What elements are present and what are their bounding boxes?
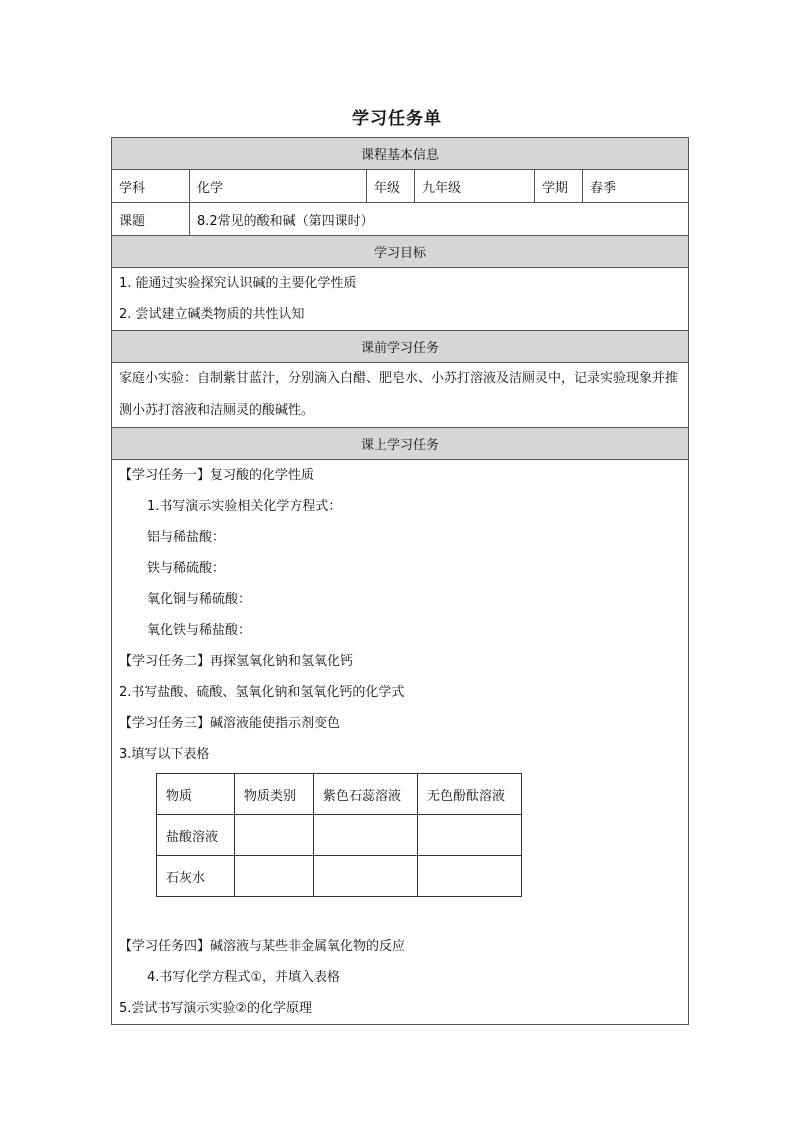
task-heading: 【学习任务三】碱溶液能使指示剂变色: [119, 716, 341, 731]
subject-label: 学科: [112, 170, 190, 203]
grade-value: 九年级: [415, 170, 535, 203]
indicator-table-cell[interactable]: [235, 856, 314, 897]
term-value: 春季: [583, 170, 689, 203]
task-sheet-table: [111, 137, 689, 1025]
task-text: 3.填写以下表格: [119, 747, 210, 762]
grade-label: 年级: [367, 170, 415, 203]
task-text: 氧化铁与稀盐酸：: [147, 623, 252, 638]
basic-info-header: 课程基本信息: [112, 138, 689, 170]
task-text: 2.书写盐酸、硫酸、氢氧化钠和氢氧化钙的化学式: [119, 685, 405, 700]
inclass-header: 课上学习任务: [112, 428, 689, 460]
task-heading: 【学习任务一】复习酸的化学性质: [119, 468, 315, 483]
indicator-table-cell: 石灰水: [157, 856, 235, 897]
objective-item: 1. 能通过实验探究认识碱的主要化学性质: [119, 276, 357, 291]
task-text: 氧化铜与稀硫酸：: [147, 592, 252, 607]
task-text: 铁与稀硫酸：: [147, 561, 226, 576]
inclass-cell: [112, 460, 689, 1025]
task-heading: 【学习任务二】再探氢氧化钠和氢氧化钙: [119, 654, 354, 669]
indicator-table-header: 物质: [157, 774, 235, 815]
objectives-header: 学习目标: [112, 236, 689, 268]
objectives-cell: [112, 268, 689, 331]
indicator-table-header: 紫色石蕊溶液: [314, 774, 418, 815]
task-text: 铝与稀盐酸：: [147, 530, 226, 545]
task-text: 4.书写化学方程式①，并填入表格: [147, 970, 341, 985]
task-heading: 【学习任务四】碱溶液与某些非金属氧化物的反应: [119, 939, 406, 954]
topic-value: 8.2常见的酸和碱（第四课时）: [190, 203, 689, 236]
page-title: 学习任务单: [352, 109, 442, 129]
topic-label: 课题: [112, 203, 190, 236]
preclass-cell: [112, 363, 689, 428]
task-text: 1.书写演示实验相关化学方程式：: [147, 499, 342, 514]
term-label: 学期: [535, 170, 583, 203]
task-text: 5.尝试书写演示实验②的化学原理: [119, 1001, 313, 1016]
indicator-table-cell[interactable]: [418, 856, 522, 897]
objective-item: 2. 尝试建立碱类物质的共性认知: [119, 307, 305, 322]
subject-value: 化学: [190, 170, 367, 203]
indicator-table-cell: 盐酸溶液: [157, 815, 235, 856]
indicator-table-cell[interactable]: [418, 815, 522, 856]
indicator-table-cell[interactable]: [235, 815, 314, 856]
indicator-table-header: 物质类别: [235, 774, 314, 815]
indicator-table-cell[interactable]: [314, 815, 418, 856]
indicator-table-header: 无色酚酞溶液: [418, 774, 522, 815]
indicator-table-cell[interactable]: [314, 856, 418, 897]
preclass-text: 家庭小实验：自制紫甘蓝汁，分别滴入白醋、肥皂水、小苏打溶液及洁厕灵中，记录实验现象并推测小苏打溶液和洁厕灵的酸碱性。: [119, 371, 679, 418]
preclass-header: 课前学习任务: [112, 331, 689, 363]
indicator-table: [156, 773, 522, 897]
